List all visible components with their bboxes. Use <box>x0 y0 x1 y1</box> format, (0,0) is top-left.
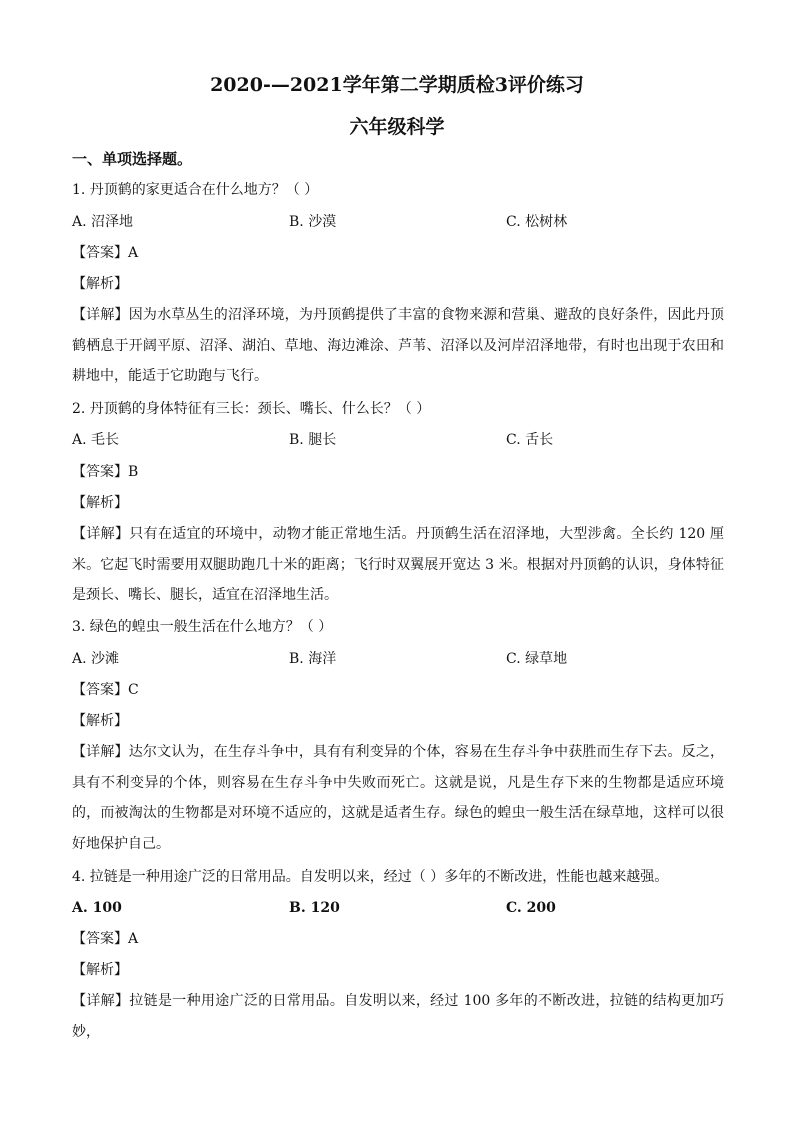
question-2-option-c: C. 舌长 <box>506 432 554 448</box>
question-3-detail: 【详解】达尔文认为，在生存斗争中，具有有利变异的个体，容易在生存斗争中获胜而生存下去。反之，具有不利变异的个体，则容易在生存斗争中失败而死亡。这就是说，凡是生存下来的生物都是适应环境的，而被淘汰的生物都是对环境不适应的，这就是适者生存。绿色的蝗虫一般生活在绿草地，这样可以很好地保护自己。 <box>72 744 724 852</box>
question-1-analysis: 【解析】 <box>72 276 128 292</box>
question-1-option-c: C. 松树林 <box>506 214 568 230</box>
question-2-stem: 2. 丹顶鹤的身体特征有三长：颈长、嘴长、什么长？（ ） <box>72 401 431 417</box>
question-1-option-b: B. 沙漠 <box>289 214 337 230</box>
question-4-option-c: C. 200 <box>506 900 556 916</box>
question-2-analysis: 【解析】 <box>72 495 128 511</box>
page-title: 2020-—2021学年第二学期质检3评价练习 <box>210 74 584 96</box>
question-4-option-b: B. 120 <box>289 900 340 916</box>
question-1-stem: 1. 丹顶鹤的家更适合在什么地方？（ ） <box>72 182 319 198</box>
question-2-answer: 【答案】B <box>72 464 139 480</box>
question-1-answer: 【答案】A <box>72 245 139 261</box>
question-2-option-a: A. 毛长 <box>72 432 120 448</box>
question-2-detail: 【详解】只有在适宜的环境中，动物才能正常地生活。丹顶鹤生活在沼泽地，大型涉禽。全长约 120 厘米。它起飞时需要用双腿助跑几十米的距离；飞行时双翼展开宽达 3 米。根据对丹顶鹤的认识，身体特征是颈长、嘴长、腿长，适宜在沼泽地生活。 <box>72 526 724 603</box>
question-4-answer: 【答案】A <box>72 931 139 947</box>
question-3-analysis: 【解析】 <box>72 713 128 729</box>
question-4-option-a: A. 100 <box>72 900 122 916</box>
question-4-analysis: 【解析】 <box>72 962 128 978</box>
question-4-detail: 【详解】拉链是一种用途广泛的日常用品。自发明以来，经过 100 多年的不断改进，拉链的结构更加巧妙， <box>72 993 724 1040</box>
question-3-stem: 3. 绿色的蝗虫一般生活在什么地方？（ ） <box>72 619 333 635</box>
question-1-detail: 【详解】因为水草丛生的沼泽环境，为丹顶鹤提供了丰富的食物来源和营巢、避敌的良好条件，因此丹顶鹤栖息于开阔平原、沼泽、湖泊、草地、海边滩涂、芦苇、沼泽以及河岸沼泽地带，有时也出现于农田和耕地中，能适于它助跑与飞行。 <box>72 307 724 384</box>
question-3-answer: 【答案】C <box>72 682 139 698</box>
question-3-option-b: B. 海洋 <box>289 651 337 667</box>
question-4-stem: 4. 拉链是一种用途广泛的日常用品。自发明以来，经过（ ）多年的不断改进，性能也越来越强。 <box>72 869 669 885</box>
question-3-option-a: A. 沙滩 <box>72 651 120 667</box>
question-3-option-c: C. 绿草地 <box>506 651 568 667</box>
section-heading: 一、单项选择题。 <box>72 150 193 168</box>
question-1-option-a: A. 沼泽地 <box>72 214 134 230</box>
question-2-option-b: B. 腿长 <box>289 432 337 448</box>
page-subtitle: 六年级科学 <box>349 116 445 138</box>
